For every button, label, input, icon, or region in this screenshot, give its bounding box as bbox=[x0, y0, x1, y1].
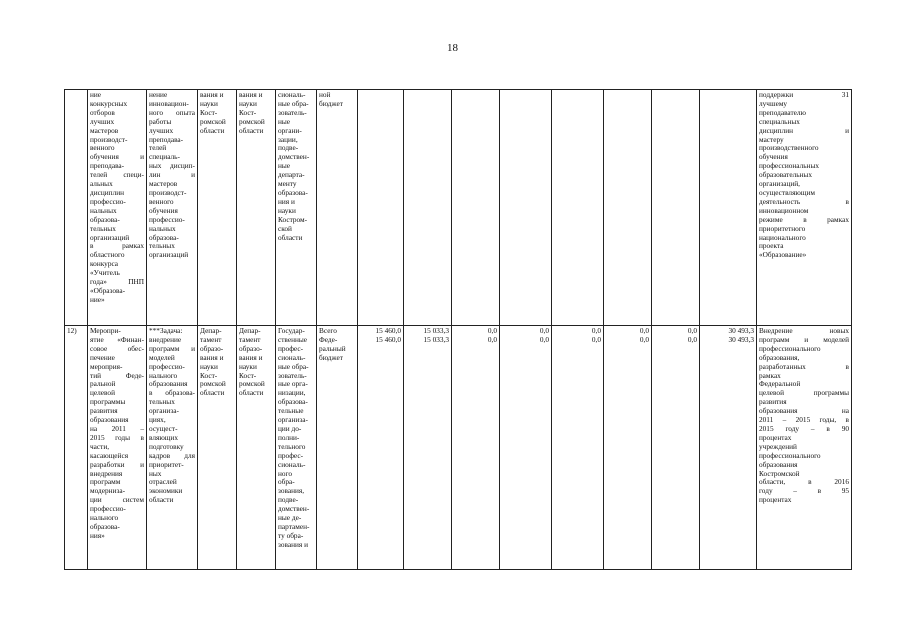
table-row-12 bbox=[65, 326, 852, 570]
cell-value: 15 033,3 15 033,3 bbox=[404, 326, 452, 570]
program-activities-table bbox=[64, 89, 852, 570]
cell-activity: ние конкурсных отборов лучших мастеров производст- венного обучения и преподава- телей специ- альных дисциплин профессио- нальных образова- тельных организаций в рамках областного конкурса «Учитель года» ПНП «Образова- ние» bbox=[88, 90, 147, 326]
cell-customer: вания и науки Кост- ромской области bbox=[198, 90, 237, 326]
cell-value: 0,0 0,0 bbox=[652, 326, 700, 570]
cell-result: Внедрение новых программ и моделей профессионального образования, разработанных в рамках Федеральной целевой программы развития образования на 2011 – 2015 годы, в 2015 году – в 90 процентах учреждений профессионального образования Костромской области, в 2016 году – в 95 процентах bbox=[757, 326, 852, 570]
cell-executor: Государ- ственные профес- сиональ- ные обра- зователь- ные орга- низации, образова- тельные организа- ции до- полни- тельного профес- сиональ- ного обра- зования, подве- домствен- ные де- партамен- ту обра- зования и bbox=[276, 326, 317, 570]
cell-customer: Депар- тамент образо- вания и науки Кост- ромской области bbox=[198, 326, 237, 570]
cell-coordinator: вания и науки Кост- ромской области bbox=[237, 90, 276, 326]
cell-task: ***Задача: внедрение программ и моделей профессио- нального образования в образова- тельных организа- циях, осущест- вляющих подготовку кадров для приоритет- ных отраслей экономики области bbox=[147, 326, 198, 570]
cell-value bbox=[500, 90, 552, 326]
cell-coordinator: Депар- тамент образо- вания и науки Кост- ромской области bbox=[237, 326, 276, 570]
cell-value bbox=[652, 90, 700, 326]
cell-executor: сиональ- ные обра- зователь- ные органи- зации, подве- домствен- ные департа- менту образова- ния и науки Костром- ской области bbox=[276, 90, 317, 326]
cell-number: 12) bbox=[65, 326, 88, 570]
cell-value bbox=[358, 90, 404, 326]
page-number: 18 bbox=[447, 42, 458, 54]
cell-activity: Меропри- ятие «Финан- совое обес- печение мероприя- тий Феде- ральной целевой программы развития образования на 2011 – 2015 годы в части, касающейся разработки и внедрения программ модерниза- ции систем профессио- нального образова- ния» bbox=[88, 326, 147, 570]
cell-value-total: 30 493,3 30 493,3 bbox=[700, 326, 757, 570]
table-row-continued bbox=[65, 90, 852, 326]
cell-value: 0,0 0,0 bbox=[452, 326, 500, 570]
cell-value: 15 460,0 15 460,0 bbox=[358, 326, 404, 570]
cell-result: поддержки 31 лучшему преподавателю специальных дисциплин и мастеру производственного обучения профессиональных образовательных организаций, осуществляющим деятельность в инновационном режиме в рамках приоритетного национального проекта «Образование» bbox=[757, 90, 852, 326]
cell-value bbox=[404, 90, 452, 326]
cell-value bbox=[452, 90, 500, 326]
cell-value bbox=[700, 90, 757, 326]
cell-value: 0,0 0,0 bbox=[552, 326, 604, 570]
cell-value: 0,0 0,0 bbox=[500, 326, 552, 570]
cell-source: ной бюджет bbox=[317, 90, 358, 326]
cell-task: нение инновацион- ного опыта работы лучших преподава- телей специаль- ных дисцип- лин и мастеров производст- венного обучения профессио- нальных образова- тельных организаций bbox=[147, 90, 198, 326]
cell-value bbox=[552, 90, 604, 326]
cell-value: 0,0 0,0 bbox=[604, 326, 652, 570]
cell-sources: Всего Феде- ральный бюджет bbox=[317, 326, 358, 570]
cell-number bbox=[65, 90, 88, 326]
cell-value bbox=[604, 90, 652, 326]
